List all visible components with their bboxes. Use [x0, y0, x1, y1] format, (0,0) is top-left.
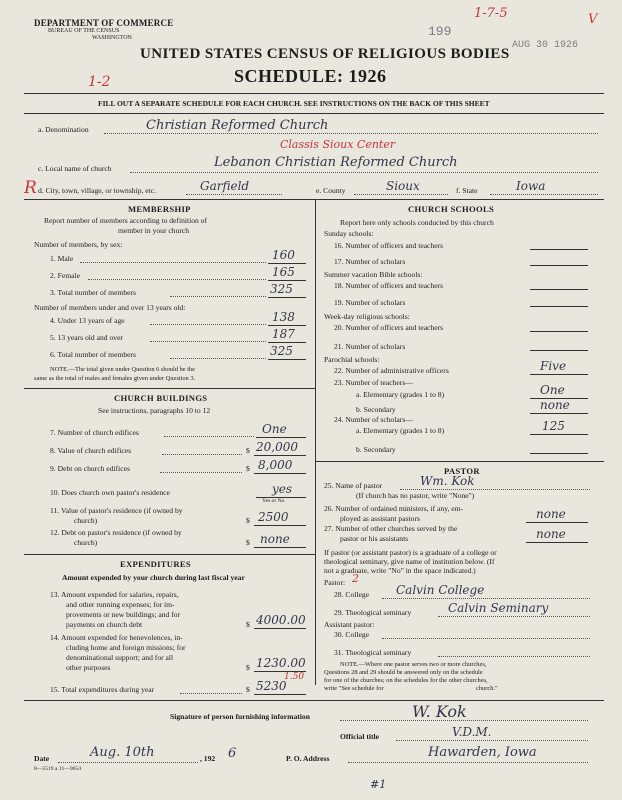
dollar-sign: $ [246, 516, 250, 525]
other-churches-value: none [536, 527, 566, 541]
dollar-sign: $ [246, 538, 250, 547]
weekday-schools-label: Week-day religious schools: [324, 312, 410, 321]
schedule-number-stamp: 199 [428, 24, 452, 39]
expense-13-label-2: and other running expenses; for im- [66, 600, 175, 609]
expense-13-amount: 4000.00 [256, 613, 306, 627]
pastor-heading: PASTOR [444, 466, 480, 476]
classis-note: Classis Sioux Center [280, 138, 396, 151]
denomination-label: a. Denomination [38, 125, 89, 134]
expense-13-label: 13. Amount expended for salaries, repairs, [50, 590, 179, 599]
residence-owned-label: 10. Does church own pastor's residence [50, 488, 170, 497]
dollar-sign: $ [246, 464, 250, 473]
assistant-ministers-value: none [536, 507, 566, 521]
instruction-line: FILL OUT A SEPARATE SCHEDULE FOR EACH CHURCH. SEE INSTRUCTIONS ON THE BACK OF THIS SHEET [98, 99, 490, 108]
document-title: UNITED STATES CENSUS OF RELIGIOUS BODIES [140, 46, 510, 62]
by-sex-label: Number of members, by sex: [34, 240, 123, 249]
expenditures-heading: EXPENDITURES [120, 559, 191, 569]
footer-mark: #1 [370, 778, 387, 791]
official-title-label: Official title [340, 732, 380, 741]
sunday-officers-label: 16. Number of officers and teachers [334, 241, 444, 250]
scholars-elementary-value: 125 [542, 419, 565, 433]
assistant-college-label: 30. College [334, 630, 370, 639]
residence-debt-label: 12. Debt on pastor's residence (if owned by [50, 528, 182, 537]
po-address-value: Hawarden, Iowa [428, 745, 537, 760]
teachers-elementary-value: One [540, 383, 565, 397]
total-members-2-value: 325 [270, 344, 293, 358]
year-digit: 6 [228, 746, 237, 761]
expenditures-sub: Amount expended by your church during last fiscal year [62, 573, 245, 582]
scholars-secondary-label: b. Secondary [356, 445, 396, 454]
dollar-sign: $ [246, 685, 250, 694]
male-label: 1. Male [50, 254, 74, 263]
schools-sub: Report here only schools conducted by this church [340, 218, 494, 227]
pastor-name-value: Wm. Kok [420, 474, 475, 488]
expense-14-amount: 1230.00 [256, 656, 306, 670]
denomination-value: Christian Reformed Church [146, 118, 329, 133]
pastor-name-label: 25. Name of pastor [324, 481, 383, 490]
assistant-pastor-subheading: Assistant pastor: [324, 620, 375, 629]
city-value: Garfield [200, 179, 250, 193]
expense-14-label-3: denominational support; and for all [66, 653, 174, 662]
expense-14-label-4: other purposes [66, 663, 111, 672]
signature-value: W. Kok [412, 702, 467, 721]
membership-intro: Report number of members according to definition of [44, 216, 208, 225]
state-label: f. State [456, 186, 478, 195]
assistant-ministers-label: 26. Number of ordained ministers, if any, em- [324, 504, 464, 513]
red-code-mark: 1-7-5 [474, 6, 508, 21]
schools-heading: CHURCH SCHOOLS [408, 204, 495, 214]
total-members-value: 325 [270, 282, 293, 296]
membership-note-2: same as the total of males and females given under Question 3. [34, 375, 196, 382]
weekday-officers-label: 20. Number of officers and teachers [334, 323, 444, 332]
expense-14-label: 14. Amount expended for benevolences, in- [50, 633, 183, 642]
red-r-mark: R [24, 178, 37, 198]
official-title-value: V.D.M. [452, 725, 492, 739]
side-red-mark: 1-2 [88, 74, 111, 90]
pastor-note: NOTE.—Where one pastor serves two or more churches, [340, 661, 487, 668]
weekday-scholars-label: 21. Number of scholars [334, 342, 406, 351]
parochial-schools-label: Parochial schools: [324, 355, 380, 364]
expense-14-red-note: 1.50 [284, 672, 305, 682]
pastor-subheading: Pastor: [324, 578, 346, 587]
over-13-value: 187 [272, 327, 295, 341]
dollar-sign: $ [246, 446, 250, 455]
summer-scholars-label: 19. Number of scholars [334, 298, 406, 307]
total-members-label: 3. Total number of members [50, 288, 137, 297]
total-expense-label: 15. Total expenditures during year [50, 685, 155, 694]
admin-officers-value: Five [540, 359, 567, 373]
local-name-value: Lebanon Christian Reformed Church [214, 155, 458, 170]
membership-note: NOTE.—The total given under Question 6 should be the [50, 366, 196, 373]
sunday-schools-label: Sunday schools: [324, 229, 374, 238]
pastor-note-2: Questions 28 and 29 should be answered only on the schedule [324, 669, 483, 676]
over-13-label: 5. 13 years old and over [50, 333, 123, 342]
form-number: 8—5519 a 11—9654 [34, 766, 82, 772]
year-label: , 192 [200, 754, 216, 763]
edifices-label: 7. Number of church edifices [50, 428, 139, 437]
graduate-instruction: If pastor (or assistant pastor) is a graduate of a college or [324, 548, 497, 557]
summer-officers-label: 18. Number of officers and teachers [334, 281, 444, 290]
under-13-label: 4. Under 13 years of age [50, 316, 125, 325]
pastor-red-mark: 2 [352, 572, 359, 585]
received-date-stamp: AUG 30 1926 [512, 40, 579, 51]
residence-debt-label-2: church) [74, 538, 98, 547]
edifices-debt-amount: 8,000 [258, 458, 293, 472]
graduate-instruction-2: theological seminary, give name of institution below. (If [324, 557, 495, 566]
pastor-seminary-value: Calvin Seminary [448, 601, 549, 615]
pastor-note-3: for one of the churches; on the schedules for the other churches, [324, 677, 488, 684]
graduate-instruction-3: not a graduate, write "No" in the space indicated.) [324, 566, 476, 575]
state-value: Iowa [516, 179, 546, 193]
teachers-secondary-value: none [540, 398, 570, 412]
residence-owned-value: yes [272, 482, 293, 496]
summer-schools-label: Summer vacation Bible schools: [324, 270, 423, 279]
date-value: Aug. 10th [90, 745, 155, 760]
po-address-label: P. O. Address [286, 754, 330, 763]
dollar-sign: $ [246, 663, 250, 672]
pastor-college-label: 28. College [334, 590, 370, 599]
buildings-heading: CHURCH BUILDINGS [114, 393, 208, 403]
teachers-elementary-label: a. Elementary (grades 1 to 8) [356, 390, 445, 399]
pastor-seminary-label: 29. Theological seminary [334, 608, 412, 617]
pastor-college-value: Calvin College [396, 583, 485, 597]
teachers-label: 23. Number of teachers— [334, 378, 413, 387]
assistant-ministers-label-2: ployed as assistant pastors [340, 514, 420, 523]
other-churches-label: 27. Number of other churches served by the [324, 524, 458, 533]
female-value: 165 [272, 265, 295, 279]
expense-14-label-2: cluding home and foreign missions; for [66, 643, 186, 652]
city-heading: WASHINGTON [92, 35, 132, 41]
date-label: Date [34, 754, 50, 763]
bureau-heading: BUREAU OF THE CENSUS [48, 28, 120, 34]
expense-13-label-4: payments on church debt [66, 620, 143, 629]
city-label: d. City, town, village, or township, etc. [38, 186, 157, 195]
scholars-label: 24. Number of scholars— [334, 415, 413, 424]
scholars-elementary-label: a. Elementary (grades 1 to 8) [356, 426, 445, 435]
residence-value-label: 11. Value of pastor's residence (if owned by [50, 506, 183, 515]
check-mark: V [588, 12, 598, 27]
signature-label: Signature of person furnishing information [170, 712, 310, 721]
local-name-label: c. Local name of church [38, 164, 112, 173]
county-label: e. County [316, 186, 346, 195]
expense-13-label-3: provements or new buildings; and for [66, 610, 181, 619]
residence-value-amount: 2500 [258, 510, 289, 524]
under-13-value: 138 [272, 310, 295, 324]
pastor-note-4: write "See schedule for [324, 685, 384, 692]
membership-intro-2: member in your church [118, 226, 190, 235]
admin-officers-label: 22. Number of administrative officers [334, 366, 449, 375]
residence-debt-amount: none [260, 532, 290, 546]
buildings-sub: See instructions, paragraphs 10 to 12 [98, 406, 211, 415]
residence-value-label-2: church) [74, 516, 98, 525]
membership-heading: MEMBERSHIP [128, 204, 191, 214]
total-expense-amount: 5230 [256, 679, 287, 693]
schedule-title: SCHEDULE: 1926 [234, 66, 387, 86]
county-value: Sioux [386, 179, 420, 193]
male-value: 160 [272, 248, 295, 262]
teachers-secondary-label: b. Secondary [356, 405, 396, 414]
edifices-debt-label: 9. Debt on church edifices [50, 464, 130, 473]
sunday-scholars-label: 17. Number of scholars [334, 257, 406, 266]
edifices-value-amount: 20,000 [256, 440, 298, 454]
pastor-note-5: church." [476, 685, 498, 692]
female-label: 2. Female [50, 271, 80, 280]
pastor-none-hint: (If church has no pastor, write "None") [356, 491, 475, 500]
assistant-seminary-label: 31. Theological seminary [334, 648, 412, 657]
yes-no-hint: Yes or No [262, 498, 285, 504]
total-members-2-label: 6. Total number of members [50, 350, 137, 359]
dollar-sign: $ [246, 620, 250, 629]
other-churches-label-2: pastor or his assistants [340, 534, 409, 543]
edifices-value: One [262, 422, 287, 436]
age-groups-label: Number of members under and over 13 years old: [34, 303, 186, 312]
department-heading: DEPARTMENT OF COMMERCE [34, 18, 174, 28]
edifices-value-label: 8. Value of church edifices [50, 446, 132, 455]
